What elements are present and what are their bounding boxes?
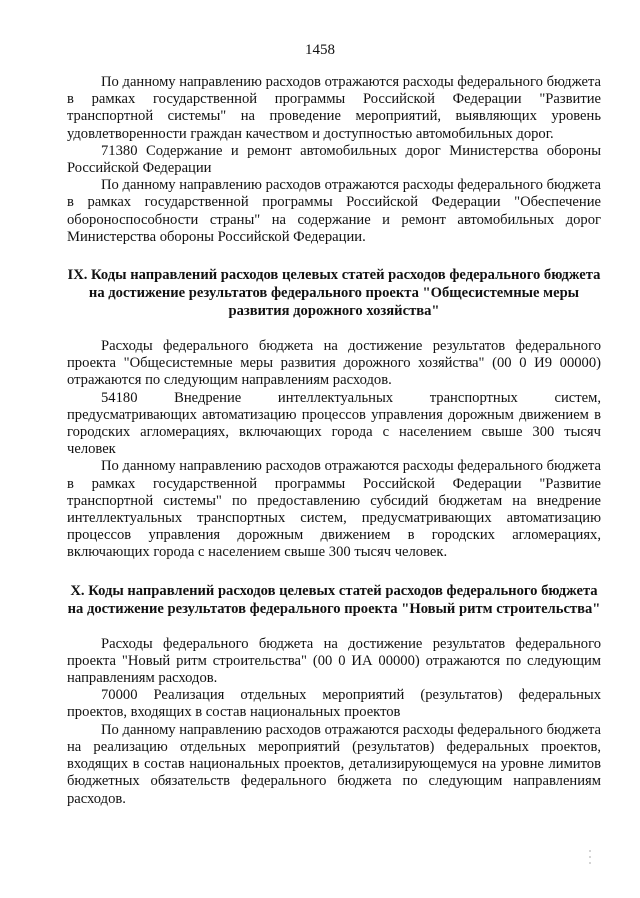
paragraph: По данному направлению расходов отражаются расходы федерального бюджета на реализацию отдельных мероприятий (результатов) федеральных проектов, входящих в состав национальных проектов, детализирующемуся на уровне лимитов бюджетных обязательств федерального бюджета по следующим направлениям расходов. xyxy=(67,721,601,807)
page-number: 1458 xyxy=(305,42,335,58)
paragraph: По данному направлению расходов отражаются расходы федерального бюджета в рамках государственной программы Российской Федерации "Развитие транспортной системы" на проведение мероприятий, выявляющих уровень удовлетворенности граждан качеством и доступностью автомобильных дорог. xyxy=(67,74,601,142)
section-heading-ix: IX. Коды направлений расходов целевых статей расходов федерального бюджета на достижение результатов федерального проекта "Общесистемные меры развития дорожного хозяйства" xyxy=(67,267,601,320)
paragraph: По данному направлению расходов отражаются расходы федерального бюджета в рамках государственной программы Российской Федерации "Обеспечение обороноспособности страны" на содержание и ремонт автомобильных дорог Министерства обороны Российской Федерации. xyxy=(67,177,601,245)
paragraph: 54180 Внедрение интеллектуальных транспортных систем, предусматривающих автоматизацию процессов управления дорожным движением в городских агломерациях, включающих города с населением свыше 300 тысяч человек xyxy=(67,389,601,458)
paragraph: Расходы федерального бюджета на достижение результатов федерального проекта "Новый ритм строительства" (00 0 ИА 00000) отражаются по следующим направлениям расходов. xyxy=(67,635,601,687)
paragraph: 70000 Реализация отдельных мероприятий (результатов) федеральных проектов, входящих в состав национальных проектов xyxy=(67,687,601,721)
document-body xyxy=(67,74,601,808)
section-heading-x: X. Коды направлений расходов целевых статей расходов федерального бюджета на достижение результатов федерального проекта "Новый ритм строительства" xyxy=(67,582,601,617)
scan-artifact xyxy=(586,850,594,870)
paragraph: 71380 Содержание и ремонт автомобильных дорог Министерства обороны Российской Федерации xyxy=(67,142,601,177)
paragraph: По данному направлению расходов отражаются расходы федерального бюджета в рамках государственной программы Российской Федерации "Развитие транспортной системы" по предоставлению субсидий бюджетам на внедрение интеллектуальных транспортных систем, предусматривающих автоматизацию процессов управления дорожным движением в городских агломерациях, включающих города с населением свыше 300 тысяч человек. xyxy=(67,458,601,561)
paragraph: Расходы федерального бюджета на достижение результатов федерального проекта "Общесистемные меры развития дорожного хозяйства" (00 0 И9 00000) отражаются по следующим направлениям расходов. xyxy=(67,338,601,389)
